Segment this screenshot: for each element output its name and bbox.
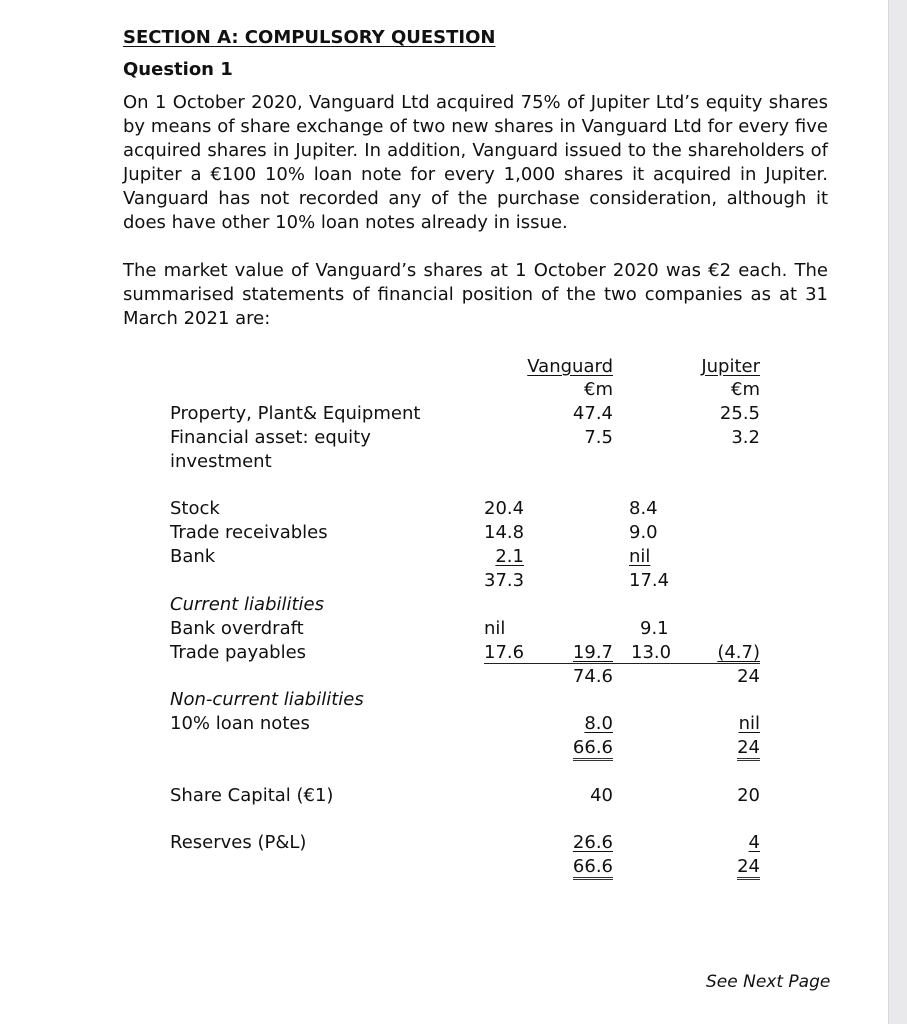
stock-jupiter: 8.4 bbox=[629, 498, 658, 519]
loan-notes-label: 10% loan notes bbox=[170, 713, 310, 734]
net-assets-jupiter: 24 bbox=[737, 737, 760, 761]
ppe-label: Property, Plant& Equipment bbox=[170, 403, 421, 424]
trade-receivables-vanguard: 14.8 bbox=[484, 522, 525, 543]
page-gutter bbox=[888, 0, 907, 1024]
stock-label: Stock bbox=[170, 498, 220, 519]
intro-paragraph: On 1 October 2020, Vanguard Ltd acquired 75% of Jupiter Ltd’s equity shares by means of share exchange of two new shares in Vanguard Ltd for every five acquired shares in Jupiter. In addition, Vanguard issued to the shareholders of Jupiter a €100 10% loan note for every 1,000 shares it acquired in Jupiter. Vanguard has not recorded any of the purchase consideration, although it does have other 10% loan notes already in issue. bbox=[123, 92, 828, 233]
trade-payables-jupiter: 13.0 bbox=[631, 642, 672, 663]
stock-vanguard: 20.4 bbox=[484, 498, 525, 519]
ppe-jupiter: 25.5 bbox=[719, 403, 760, 424]
ppe-vanguard: 47.4 bbox=[572, 403, 613, 424]
section-title: SECTION A: COMPULSORY QUESTION bbox=[123, 27, 496, 48]
fin-asset-vanguard: 7.5 bbox=[584, 427, 613, 448]
see-next-page: See Next Page bbox=[706, 972, 831, 992]
question-title: Question 1 bbox=[123, 59, 233, 80]
trade-payables-vanguard: 17.6 bbox=[484, 642, 525, 663]
jupiter-unit: €m bbox=[731, 379, 760, 400]
bank-label: Bank bbox=[170, 546, 216, 567]
trade-receivables-label: Trade receivables bbox=[170, 522, 328, 543]
reserves-label: Reserves (P&L) bbox=[170, 832, 307, 853]
bank-vanguard: 2.1 bbox=[495, 546, 524, 567]
vanguard-col-header: Vanguard bbox=[527, 356, 613, 377]
current-liabilities-total-vanguard: 19.7 bbox=[572, 642, 613, 663]
bank-overdraft-vanguard: nil bbox=[484, 618, 506, 639]
reserves-vanguard: 26.6 bbox=[572, 832, 613, 853]
non-current-liabilities-heading: Non-current liabilities bbox=[170, 689, 364, 710]
current-assets-total-vanguard: 37.3 bbox=[484, 570, 525, 591]
share-capital-vanguard: 40 bbox=[590, 785, 613, 806]
loan-notes-jupiter: nil bbox=[738, 713, 760, 734]
net-assets-vanguard: 66.6 bbox=[573, 737, 613, 761]
fin-asset-jupiter: 3.2 bbox=[731, 427, 760, 448]
trade-payables-label: Trade payables bbox=[170, 642, 307, 663]
fin-asset-label-cont: investment bbox=[170, 451, 272, 472]
equity-total-jupiter: 24 bbox=[737, 856, 760, 880]
bank-overdraft-jupiter: 9.1 bbox=[640, 618, 669, 639]
fin-asset-label: Financial asset: equity bbox=[170, 427, 371, 448]
equity-total-vanguard: 66.6 bbox=[573, 856, 613, 880]
current-assets-total-jupiter: 17.4 bbox=[629, 570, 670, 591]
subtotal-jupiter: 24 bbox=[737, 666, 760, 687]
reserves-jupiter: 4 bbox=[748, 832, 760, 853]
trade-receivables-jupiter: 9.0 bbox=[629, 522, 658, 543]
subtotal-rule bbox=[484, 663, 760, 664]
loan-notes-vanguard: 8.0 bbox=[584, 713, 613, 734]
share-capital-label: Share Capital (€1) bbox=[170, 785, 334, 806]
subtotal-vanguard: 74.6 bbox=[572, 666, 613, 687]
current-liabilities-heading: Current liabilities bbox=[170, 594, 325, 615]
vanguard-unit: €m bbox=[584, 379, 613, 400]
market-value-paragraph: The market value of Vanguard’s shares at 1 October 2020 was €2 each. The summarised statements of financial position of the two companies as at 31 March 2021 are: bbox=[123, 260, 828, 329]
bank-jupiter: nil bbox=[629, 546, 651, 567]
jupiter-col-header: Jupiter bbox=[701, 356, 760, 377]
bank-overdraft-label: Bank overdraft bbox=[170, 618, 304, 639]
share-capital-jupiter: 20 bbox=[737, 785, 760, 806]
net-current-jupiter: (4.7) bbox=[717, 642, 760, 663]
